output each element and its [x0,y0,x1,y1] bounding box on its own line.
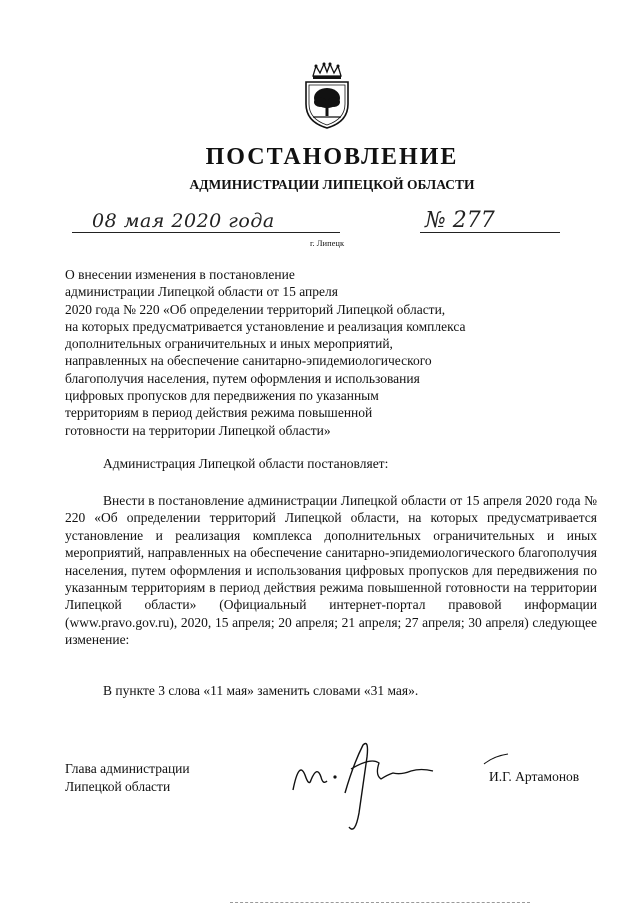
handwritten-number: № 277 [425,208,495,233]
handwritten-date: 08 мая 2020 года [92,210,275,232]
subject-line: О внесении изменения в постановление [65,267,295,282]
subject-line: на которых предусматривается установление и реализация комплекса [65,318,466,334]
date-underline [72,232,340,233]
issuer-title: АДМИНИСТРАЦИИ ЛИПЕЦКОЙ ОБЛАСТИ [189,177,475,192]
signatory-title-line: Глава администрации [65,761,190,776]
subject-line: направленных на обеспечение санитарно-эпидемиологического [65,353,432,369]
signatory-title [65,760,190,795]
resolution-body: Внести в постановление администрации Липецкой области от 15 апреля 2020 года № 220 «Об определении территорий Липецкой области, на которых предусматривается установление и реализация комплекса дополнительных ограничительных и иных мероприятий, направленных на обеспечение санитарно-эпидемиологического благополучия населения, путем оформления и использования цифровых пропусков для передвижения по указанным территориям в период действия режима повышенной готовности на территории Липецкой области» (Официальный интернет-портал правовой информации (www.pravo.gov.ru), 2020, 15 апреля; 20 апреля; 21 апреля; 27 апреля; 30 апреля) следующее изменение: [65,493,597,648]
change-clause: В пункте 3 слова «11 мая» заменить словами «31 мая». [103,683,419,698]
subject-line: территориям в период действия режима повышенной [65,405,373,421]
handwritten-signature [283,735,448,845]
subject-line: дополнительных ограничительных и иных мероприятий, [65,336,393,352]
subject-line: цифровых пропусков для передвижения по указанным [65,388,379,404]
number-underline [420,232,560,233]
page-footer-rule [230,902,530,903]
subject-line: готовности на территории Липецкой области» [65,422,331,438]
subject-line: благополучия населения, путем оформления и использования [65,370,420,386]
coat-of-arms-emblem [300,62,354,130]
preamble-text: Администрация Липецкой области постановляет: [103,456,389,471]
subject-line: 2020 года № 220 «Об определении территорий Липецкой области, [65,301,446,317]
subject-line: администрации Липецкой области от 15 апреля [65,284,338,300]
signatory-name: И.Г. Артамонов [489,769,580,784]
signatory-title-line: Липецкой области [65,778,171,794]
document-type-title: ПОСТАНОВЛЕНИЕ [205,144,459,170]
signature-mark [482,752,510,766]
document-subject [65,266,535,439]
place-label: г. Липецк [310,238,345,248]
